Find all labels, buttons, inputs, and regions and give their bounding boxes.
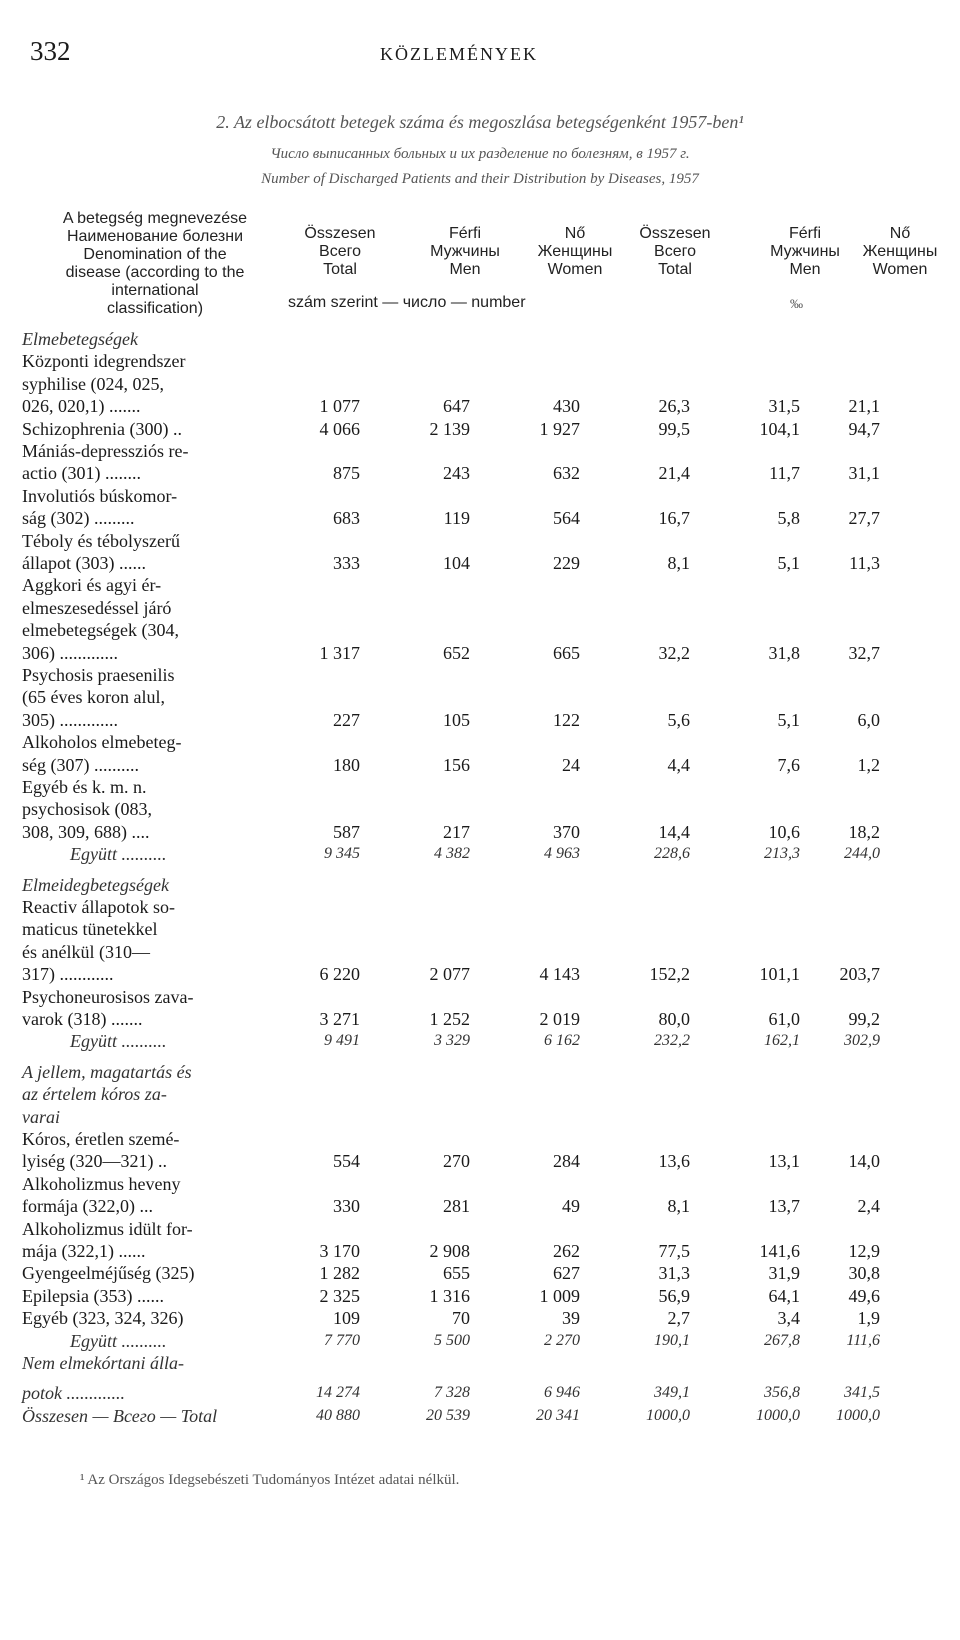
row-label: Egyéb és k. m. n. [22, 777, 147, 797]
unit-label-number: szám szerint — число — number [288, 294, 526, 311]
section-heading: potok ............. [22, 1383, 125, 1404]
cell-men-per-mille: 5,8 [777, 508, 800, 529]
cell-women-per-mille: 32,7 [848, 642, 880, 663]
cell-men-per-mille: 141,6 [759, 1241, 800, 1261]
cell-total: 587 [333, 821, 360, 842]
cell-men: 217 [443, 821, 470, 842]
row-label: Psychoneurosisos zava- [22, 986, 194, 1007]
cell-total: 1 317 [319, 642, 360, 663]
cell-total: 333 [333, 553, 360, 573]
cell-women: 2 270 [544, 1331, 580, 1349]
cell-men: 5 500 [434, 1331, 470, 1349]
cell-men: 2 077 [429, 964, 470, 985]
cell-women-per-mille: 30,8 [848, 1263, 880, 1284]
cell-total: 3 170 [319, 1241, 360, 1261]
cell-women: 564 [553, 508, 580, 529]
row-label: Központi idegrendszer [22, 351, 186, 372]
row-label: Alkoholos elmebeteg- [22, 732, 182, 753]
cell-women: 122 [553, 709, 580, 730]
row-label: Epilepsia (353) ...... [22, 1285, 164, 1306]
cell-men-per-mille: 13,1 [768, 1151, 800, 1172]
cell-total-per-mille: 152,2 [649, 964, 690, 985]
cell-women-per-mille: 27,7 [848, 508, 880, 529]
table-caption-russian: Число выписанных больных и их разделение по болезням, в 1957 г. [270, 146, 690, 162]
table-caption-hungarian: 2. Az elbocsátott betegek száma és megoszlása betegségenként 1957-ben¹ [216, 112, 744, 132]
header-line: Total [658, 261, 692, 278]
cell-total-per-mille: 26,3 [658, 396, 690, 417]
row-label: 306) ............. [22, 642, 118, 663]
cell-total: 554 [333, 1151, 360, 1172]
cell-women-per-mille: 11,3 [849, 553, 880, 573]
cell-men: 270 [443, 1151, 470, 1172]
cell-total-per-mille: 8,1 [667, 553, 690, 573]
total-label: Együtt .......... [70, 1330, 167, 1351]
cell-women-per-mille: 49,6 [848, 1285, 880, 1306]
unit-label-per-mille: ‰ [790, 296, 803, 311]
cell-men: 1 252 [429, 1009, 470, 1029]
cell-total-per-mille: 16,7 [658, 508, 690, 529]
cell-men: 105 [443, 709, 470, 730]
cell-total-per-mille: 14,4 [658, 821, 690, 842]
cell-total: 109 [333, 1308, 360, 1329]
cell-total: 3 271 [319, 1009, 360, 1029]
row-label: maticus tünetekkel [22, 919, 158, 940]
header-line: Women [872, 261, 928, 278]
cell-women-per-mille: 1000,0 [836, 1406, 880, 1424]
cell-total-per-mille: 99,5 [658, 418, 690, 439]
total-label: Összesen — Всего — Total [22, 1405, 218, 1426]
page-number: 332 [30, 36, 71, 66]
cell-total: 227 [333, 709, 360, 730]
cell-women-per-mille: 2,4 [857, 1196, 880, 1217]
cell-total-per-mille: 2,7 [667, 1308, 690, 1329]
cell-total: 7 770 [324, 1331, 360, 1349]
row-label: (65 éves koron alul, [22, 687, 165, 708]
row-label: Schizophrenia (300) .. [22, 418, 182, 439]
section-heading: A jellem, magatartás és [22, 1061, 192, 1082]
row-label: 305) ............. [22, 709, 118, 730]
cell-men-per-mille: 13,7 [768, 1196, 800, 1217]
cell-men-per-mille: 64,1 [768, 1285, 800, 1306]
cell-men-per-mille: 3,4 [777, 1308, 800, 1329]
header-line: Мужчины [770, 243, 840, 260]
row-label: Téboly és tébolyszerű [22, 530, 180, 551]
header-line: Мужчины [430, 243, 500, 260]
cell-women: 229 [553, 553, 580, 573]
row-label: Involutiós búskomor- [22, 485, 178, 506]
row-label: Aggkori és agyi ér- [22, 575, 162, 596]
cell-women-per-mille: 302,9 [844, 1032, 880, 1050]
column-header-women-per-mille [835, 225, 960, 279]
cell-total: 1 077 [319, 396, 360, 417]
cell-total: 330 [333, 1196, 360, 1217]
cell-total-per-mille: 21,4 [658, 463, 690, 484]
row-label: formája (322,0) ... [22, 1196, 153, 1217]
cell-men: 647 [443, 396, 470, 417]
cell-women-per-mille: 31,1 [848, 463, 880, 484]
cell-women: 632 [553, 463, 580, 484]
cell-men-per-mille: 267,8 [764, 1331, 800, 1349]
row-label: Alkoholizmus idült for- [22, 1218, 193, 1239]
header-line: international [111, 282, 199, 299]
cell-women: 430 [553, 396, 580, 417]
total-label: Együtt .......... [70, 844, 167, 865]
cell-total: 9 491 [324, 1032, 360, 1050]
row-label: állapot (303) ...... [22, 553, 146, 573]
cell-women: 627 [553, 1263, 580, 1284]
row-label: 308, 309, 688) .... [22, 821, 150, 842]
column-header-denomination [20, 210, 290, 318]
footnote: ¹ Az Országos Idegsebészeti Tudományos Intézet adatai nélkül. [80, 1472, 460, 1488]
cell-total-per-mille: 8,1 [667, 1196, 690, 1217]
cell-women-per-mille: 18,2 [848, 821, 880, 842]
cell-total-per-mille: 190,1 [654, 1331, 690, 1349]
cell-women: 49 [562, 1196, 580, 1217]
header-line: Férfi [449, 225, 481, 242]
cell-men-per-mille: 213,3 [764, 845, 800, 863]
header-line: Férfi [789, 225, 821, 242]
cell-total-per-mille: 56,9 [658, 1285, 690, 1306]
cell-men-per-mille: 101,1 [759, 964, 800, 985]
cell-total: 9 345 [324, 845, 360, 863]
cell-men: 3 329 [434, 1032, 470, 1050]
row-label: varok (318) ....... [22, 1009, 143, 1029]
header-line: disease (according to the [65, 264, 245, 281]
column-header-total-count [275, 225, 405, 279]
header-line: Men [449, 261, 481, 278]
cell-women: 39 [562, 1308, 580, 1329]
header-line: Nő [564, 225, 586, 242]
cell-total-per-mille: 1000,0 [646, 1406, 690, 1424]
row-label: elmeszesedéssel járó [22, 597, 172, 618]
cell-men-per-mille: 31,5 [768, 396, 800, 417]
cell-total: 6 220 [319, 964, 360, 985]
row-label: Egyéb (323, 324, 326) [22, 1308, 184, 1329]
cell-total: 875 [333, 463, 360, 484]
row-label: psychosisok (083, [22, 799, 152, 820]
cell-women-per-mille: 94,7 [848, 418, 880, 439]
header-line: A betegség megnevezése [62, 210, 248, 227]
row-label: mája (322,1) ...... [22, 1241, 146, 1261]
header-line: Men [789, 261, 821, 278]
header-line: Women [547, 261, 603, 278]
cell-women: 4 143 [539, 964, 580, 985]
row-label: Mániás-depressziós re- [22, 441, 189, 461]
cell-men-per-mille: 7,6 [777, 754, 800, 775]
cell-men: 7 328 [434, 1384, 470, 1402]
cell-women-per-mille: 12,9 [848, 1241, 880, 1261]
cell-total: 4 066 [319, 418, 360, 439]
header-line: Женщины [862, 243, 938, 260]
cell-men-per-mille: 162,1 [764, 1032, 800, 1050]
row-label: Kóros, éretlen szemé- [22, 1129, 180, 1149]
header-line: Összesen [639, 225, 711, 242]
cell-men-per-mille: 356,8 [764, 1384, 800, 1402]
cell-women: 1 009 [539, 1285, 580, 1306]
cell-men: 156 [443, 754, 470, 775]
row-label: és anélkül (310— [22, 941, 150, 962]
cell-women: 24 [562, 754, 580, 775]
cell-women-per-mille: 1,9 [857, 1308, 880, 1329]
row-label: Psychosis praesenilis [22, 665, 175, 685]
cell-men: 2 908 [429, 1241, 470, 1261]
cell-total-per-mille: 80,0 [658, 1009, 690, 1029]
cell-women: 2 019 [539, 1009, 580, 1029]
cell-women: 284 [553, 1151, 580, 1172]
cell-men-per-mille: 5,1 [777, 553, 800, 573]
cell-women-per-mille: 14,0 [848, 1151, 880, 1172]
cell-men-per-mille: 31,9 [768, 1263, 800, 1284]
column-header-total-per-mille [610, 225, 740, 279]
section-heading: varai [22, 1106, 60, 1127]
cell-total-per-mille: 4,4 [667, 754, 690, 775]
section-heading: Elmeidegbetegségek [22, 874, 169, 895]
header-line: Összesen [304, 225, 376, 242]
header-line: Женщины [537, 243, 613, 260]
cell-total: 1 282 [319, 1263, 360, 1284]
cell-women-per-mille: 203,7 [839, 964, 880, 985]
cell-total: 683 [333, 508, 360, 529]
cell-total: 40 880 [316, 1406, 360, 1424]
table-caption-english: Number of Discharged Patients and their Distribution by Diseases, 1957 [261, 171, 699, 187]
header-line: Nő [889, 225, 911, 242]
cell-men: 119 [443, 508, 470, 529]
cell-women-per-mille: 6,0 [857, 709, 880, 730]
row-label: 026, 020,1) ....... [22, 396, 141, 417]
row-label: Alkoholizmus heveny [22, 1173, 181, 1194]
cell-men: 20 539 [426, 1406, 470, 1424]
cell-men: 104 [443, 553, 470, 573]
cell-women-per-mille: 99,2 [848, 1009, 880, 1029]
cell-men: 655 [443, 1263, 470, 1284]
cell-men: 4 382 [434, 845, 470, 863]
header-line: Total [323, 261, 357, 278]
total-label: Együtt .......... [70, 1031, 167, 1052]
cell-total: 180 [333, 754, 360, 775]
cell-women: 20 341 [536, 1406, 580, 1424]
row-label: ség (307) .......... [22, 754, 139, 775]
cell-men-per-mille: 11,7 [769, 463, 800, 484]
cell-total: 2 325 [319, 1285, 360, 1306]
section-heading: az értelem kóros za- [22, 1084, 167, 1105]
row-label: Reactiv állapotok so- [22, 897, 175, 917]
cell-total: 14 274 [316, 1384, 360, 1402]
cell-total-per-mille: 232,2 [654, 1032, 690, 1050]
cell-men: 70 [452, 1308, 470, 1329]
cell-men-per-mille: 1000,0 [756, 1406, 800, 1424]
cell-total-per-mille: 77,5 [658, 1241, 690, 1261]
header-line: Всего [319, 243, 361, 260]
header-line: Всего [654, 243, 696, 260]
row-label: elmebetegségek (304, [22, 620, 179, 641]
header-line: classification) [106, 300, 204, 317]
row-label: syphilise (024, 025, [22, 373, 164, 394]
cell-total-per-mille: 32,2 [658, 642, 690, 663]
cell-men-per-mille: 10,6 [768, 821, 800, 842]
cell-women-per-mille: 111,6 [846, 1331, 880, 1349]
cell-total-per-mille: 228,6 [654, 845, 690, 863]
cell-men-per-mille: 5,1 [777, 709, 800, 730]
cell-men-per-mille: 104,1 [759, 418, 800, 439]
cell-men-per-mille: 61,0 [768, 1009, 800, 1029]
cell-men: 652 [443, 642, 470, 663]
section-heading: Nem elmekórtani álla- [22, 1353, 184, 1373]
section-heading: Elmebetegségek [22, 329, 138, 349]
cell-total-per-mille: 31,3 [658, 1263, 690, 1284]
cell-men: 243 [443, 463, 470, 484]
cell-total-per-mille: 5,6 [667, 709, 690, 730]
row-label: 317) ............ [22, 964, 114, 985]
row-label: lyiség (320—321) .. [22, 1151, 167, 1172]
cell-women: 6 946 [544, 1384, 580, 1402]
cell-women: 370 [553, 821, 580, 842]
row-label: actio (301) ........ [22, 463, 141, 484]
row-label: Gyengeelméjűség (325) [22, 1263, 195, 1284]
cell-total-per-mille: 13,6 [658, 1151, 690, 1172]
cell-men-per-mille: 31,8 [768, 642, 800, 663]
cell-total-per-mille: 349,1 [654, 1384, 690, 1402]
cell-women: 1 927 [539, 418, 580, 439]
cell-women-per-mille: 21,1 [848, 396, 880, 417]
cell-women: 262 [553, 1241, 580, 1261]
cell-women: 6 162 [544, 1032, 580, 1050]
cell-women-per-mille: 1,2 [857, 754, 880, 775]
row-label: ság (302) ......... [22, 508, 135, 529]
cell-men: 281 [443, 1196, 470, 1217]
cell-women: 4 963 [544, 845, 580, 863]
header-line: Denomination of the [83, 246, 227, 263]
cell-men: 2 139 [429, 418, 470, 439]
cell-women-per-mille: 244,0 [844, 845, 880, 863]
cell-women-per-mille: 341,5 [844, 1384, 880, 1402]
cell-men: 1 316 [429, 1285, 470, 1306]
running-head: KÖZLEMÉNYEK [380, 44, 538, 64]
cell-women: 665 [553, 642, 580, 663]
header-line: Наименование болезни [66, 228, 244, 245]
